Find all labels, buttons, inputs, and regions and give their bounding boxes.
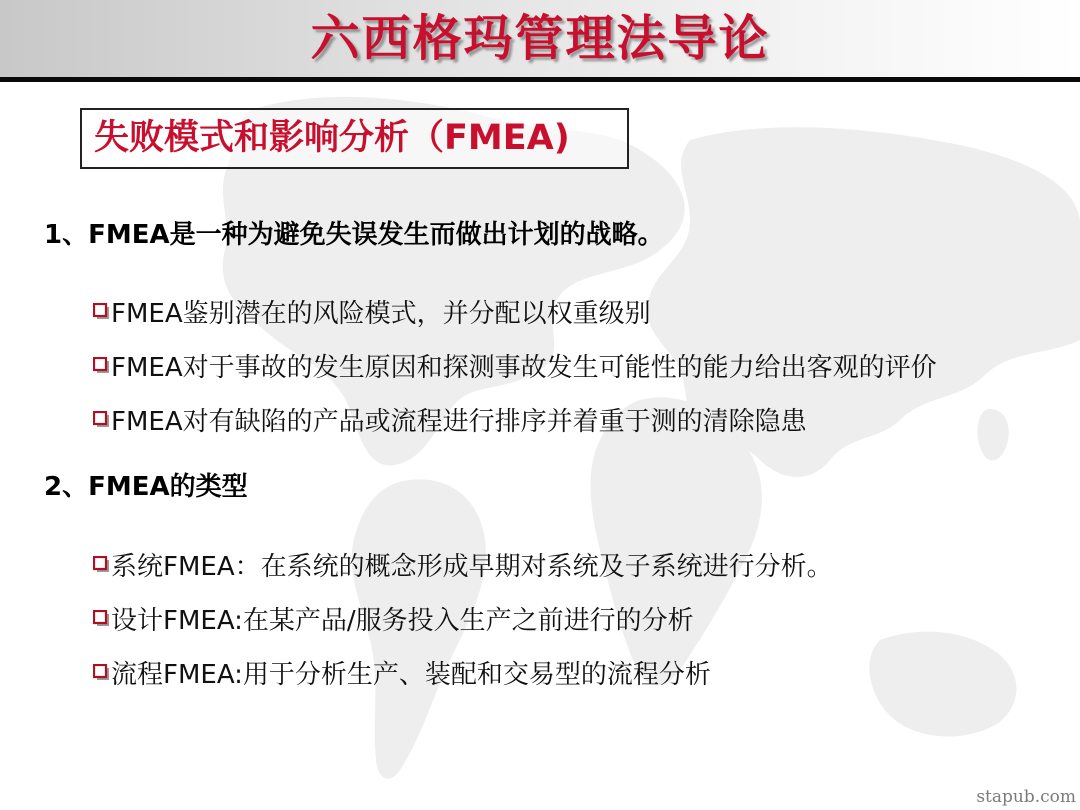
- square-bullet-icon: [93, 411, 109, 427]
- list-item: [93, 392, 937, 446]
- watermark: stapub.com: [976, 787, 1076, 807]
- square-bullet-icon: [93, 664, 109, 680]
- list-item: [93, 591, 833, 645]
- list-item: [93, 645, 833, 699]
- square-bullet-icon: [93, 610, 109, 626]
- definition-bullet-list: [93, 284, 937, 446]
- types-bullet-list: [93, 537, 833, 699]
- square-bullet-icon: [93, 556, 109, 572]
- list-item-text: FMEA对有缺陷的产品或流程进行排序并着重于测的清除隐患: [111, 406, 807, 437]
- section-title: 失败模式和影响分析（FMEA): [94, 118, 570, 158]
- list-item-text: 流程FMEA:用于分析生产、装配和交易型的流程分析: [111, 659, 711, 690]
- list-item-text: FMEA鉴别潜在的风险模式，并分配以权重级别: [111, 298, 651, 329]
- list-item-text: FMEA对于事故的发生原因和探测事故发生可能性的能力给出客观的评价: [111, 352, 937, 383]
- square-bullet-icon: [93, 303, 109, 319]
- square-bullet-icon: [93, 357, 109, 373]
- heading-fmea-types: 2、FMEA的类型: [44, 472, 248, 502]
- list-item: [93, 284, 937, 338]
- section-title-box: [80, 108, 629, 169]
- list-item: [93, 338, 937, 392]
- heading-fmea-definition: 1、FMEA是一种为避免失误发生而做出计划的战略。: [44, 220, 664, 250]
- list-item-text: 系统FMEA：在系统的概念形成早期对系统及子系统进行分析。: [111, 551, 833, 582]
- list-item: [93, 537, 833, 591]
- page-title: 六西格玛管理法导论: [310, 10, 770, 67]
- list-item-text: 设计FMEA:在某产品/服务投入生产之前进行的分析: [111, 605, 694, 636]
- header-divider: [0, 77, 1080, 82]
